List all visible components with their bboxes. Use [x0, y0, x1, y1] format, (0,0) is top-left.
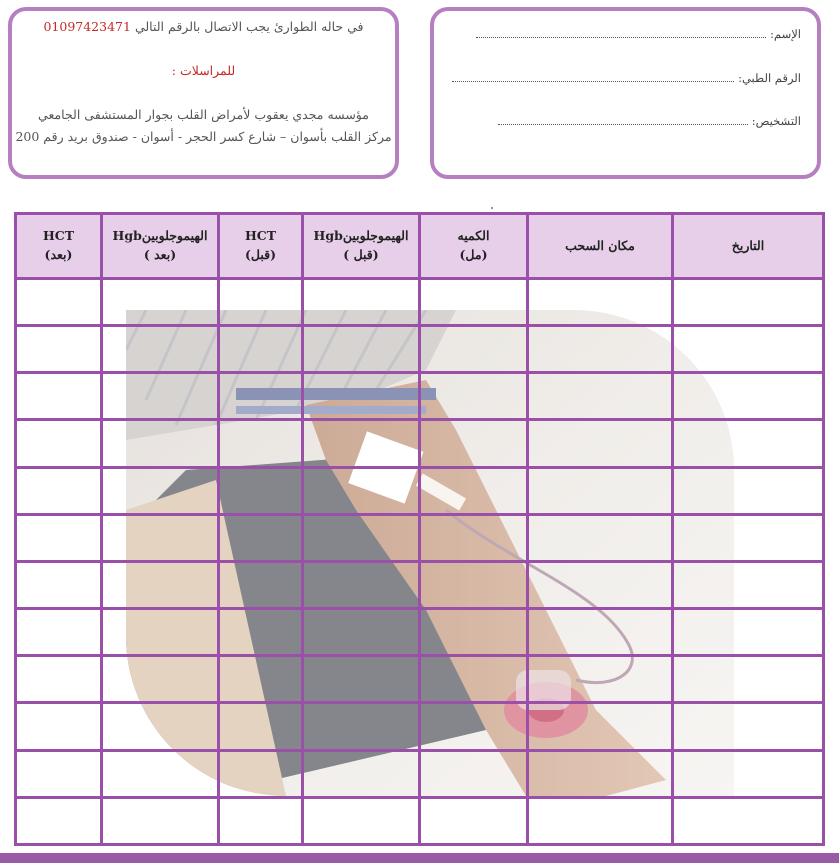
name-blank[interactable] — [476, 27, 766, 38]
table-cell[interactable] — [528, 514, 673, 561]
table-cell[interactable] — [303, 326, 420, 373]
table-cell[interactable] — [303, 420, 420, 467]
table-cell[interactable] — [219, 750, 303, 797]
table-cell[interactable] — [673, 703, 824, 750]
table-cell[interactable] — [102, 797, 219, 844]
table-cell[interactable] — [528, 609, 673, 656]
header-hgb-before: الهيموجلوبينHgb (قبل ) — [303, 214, 420, 279]
medical-number-label: الرقم الطبي: — [738, 71, 801, 85]
table-row — [16, 703, 824, 750]
table-cell[interactable] — [528, 420, 673, 467]
table-cell[interactable] — [16, 609, 102, 656]
table-row — [16, 750, 824, 797]
table-cell[interactable] — [219, 703, 303, 750]
emergency-contact — [12, 19, 395, 34]
table-cell[interactable] — [303, 797, 420, 844]
table-cell[interactable] — [102, 326, 219, 373]
table-cell[interactable] — [102, 467, 219, 514]
diagnosis-label: التشخيص: — [751, 114, 801, 128]
header-hct-before: HCT (قبل) — [219, 214, 303, 279]
table-cell[interactable] — [673, 609, 824, 656]
table-cell[interactable] — [16, 373, 102, 420]
table-cell[interactable] — [303, 561, 420, 608]
table-row — [16, 797, 824, 844]
name-field[interactable] — [476, 27, 801, 41]
table-cell[interactable] — [102, 703, 219, 750]
table-cell[interactable] — [303, 656, 420, 703]
table-cell[interactable] — [673, 373, 824, 420]
medical-number-field[interactable] — [452, 71, 801, 85]
table-cell[interactable] — [219, 609, 303, 656]
table-cell[interactable] — [420, 561, 528, 608]
table-cell[interactable] — [528, 373, 673, 420]
table-cell[interactable] — [303, 609, 420, 656]
table-cell[interactable] — [219, 373, 303, 420]
footer-bar — [0, 853, 839, 863]
table-cell[interactable] — [16, 514, 102, 561]
table-cell[interactable] — [673, 656, 824, 703]
table-cell[interactable] — [16, 326, 102, 373]
table-row — [16, 420, 824, 467]
table-cell[interactable] — [16, 420, 102, 467]
table-cell[interactable] — [420, 514, 528, 561]
table-cell[interactable] — [528, 561, 673, 608]
table-cell[interactable] — [673, 420, 824, 467]
name-label: الإسم: — [770, 27, 801, 41]
table-cell[interactable] — [102, 420, 219, 467]
table-row — [16, 326, 824, 373]
table-cell[interactable] — [303, 373, 420, 420]
patient-info-box — [430, 7, 821, 179]
table-cell[interactable] — [102, 609, 219, 656]
table-cell[interactable] — [528, 797, 673, 844]
table-cell[interactable] — [102, 561, 219, 608]
table-cell[interactable] — [528, 750, 673, 797]
table-cell[interactable] — [528, 656, 673, 703]
table-cell[interactable] — [16, 656, 102, 703]
header-date: التاريخ — [673, 214, 824, 279]
table-cell[interactable] — [219, 467, 303, 514]
table-cell[interactable] — [420, 797, 528, 844]
table-cell[interactable] — [673, 797, 824, 844]
stray-dot — [491, 207, 493, 209]
institution-line-1: مؤسسه مجدي يعقوب لأمراض القلب بجوار المستشفى الجامعي — [38, 107, 369, 122]
table-cell[interactable] — [219, 420, 303, 467]
table-cell[interactable] — [219, 326, 303, 373]
table-cell[interactable] — [303, 467, 420, 514]
correspondence-label: للمراسلات : — [171, 63, 236, 78]
table-cell[interactable] — [420, 373, 528, 420]
table-cell[interactable] — [420, 656, 528, 703]
table-cell[interactable] — [219, 279, 303, 326]
table-cell[interactable] — [303, 514, 420, 561]
header-quantity: الكميه (مل) — [420, 214, 528, 279]
header-hgb-after: الهيموجلوبينHgb (بعد ) — [102, 214, 219, 279]
table-cell[interactable] — [420, 467, 528, 514]
table-cell[interactable] — [102, 279, 219, 326]
table-cell[interactable] — [303, 279, 420, 326]
table-cell[interactable] — [219, 561, 303, 608]
diagnosis-blank[interactable] — [498, 114, 748, 125]
table-cell[interactable] — [420, 750, 528, 797]
contact-info-box — [8, 7, 399, 179]
table-cell[interactable] — [673, 326, 824, 373]
table-cell[interactable] — [673, 561, 824, 608]
table-cell[interactable] — [16, 279, 102, 326]
table-header-row — [16, 214, 824, 279]
table-cell[interactable] — [673, 514, 824, 561]
table-row — [16, 514, 824, 561]
table-row — [16, 467, 824, 514]
diagnosis-field[interactable] — [498, 114, 801, 128]
table-cell[interactable] — [528, 467, 673, 514]
table-cell[interactable] — [16, 750, 102, 797]
table-cell[interactable] — [420, 703, 528, 750]
header-draw-site: مكان السحب — [528, 214, 673, 279]
table-row — [16, 373, 824, 420]
table-cell[interactable] — [219, 656, 303, 703]
table-row — [16, 561, 824, 608]
blood-withdrawal-log-table — [14, 212, 825, 846]
table-cell[interactable] — [673, 467, 824, 514]
medical-number-blank[interactable] — [452, 71, 734, 82]
table-cell[interactable] — [673, 750, 824, 797]
table-cell[interactable] — [420, 279, 528, 326]
table-cell[interactable] — [528, 703, 673, 750]
table-cell[interactable] — [102, 373, 219, 420]
table-cell[interactable] — [303, 750, 420, 797]
table-cell[interactable] — [420, 420, 528, 467]
table-cell[interactable] — [102, 514, 219, 561]
table-cell[interactable] — [219, 797, 303, 844]
table-cell[interactable] — [420, 326, 528, 373]
table-cell[interactable] — [420, 609, 528, 656]
table-row — [16, 279, 824, 326]
table-cell[interactable] — [102, 750, 219, 797]
table-cell[interactable] — [16, 703, 102, 750]
institution-line-2: مركز القلب بأسوان – شارع كسر الحجر - أسوان - صندوق بريد رقم 200 — [15, 129, 392, 144]
table-cell[interactable] — [528, 326, 673, 373]
table-cell[interactable] — [16, 797, 102, 844]
table-cell[interactable] — [528, 279, 673, 326]
table-cell[interactable] — [219, 514, 303, 561]
table-cell[interactable] — [673, 279, 824, 326]
table-cell[interactable] — [16, 467, 102, 514]
table-cell[interactable] — [16, 561, 102, 608]
emergency-phone: 01097423471 — [43, 19, 131, 34]
table-cell[interactable] — [102, 656, 219, 703]
table-cell[interactable] — [303, 703, 420, 750]
header-hct-after: HCT (بعد) — [16, 214, 102, 279]
table-row — [16, 609, 824, 656]
table-row — [16, 656, 824, 703]
emergency-text: في حاله الطوارئ يجب الاتصال بالرقم التالي — [134, 19, 364, 34]
